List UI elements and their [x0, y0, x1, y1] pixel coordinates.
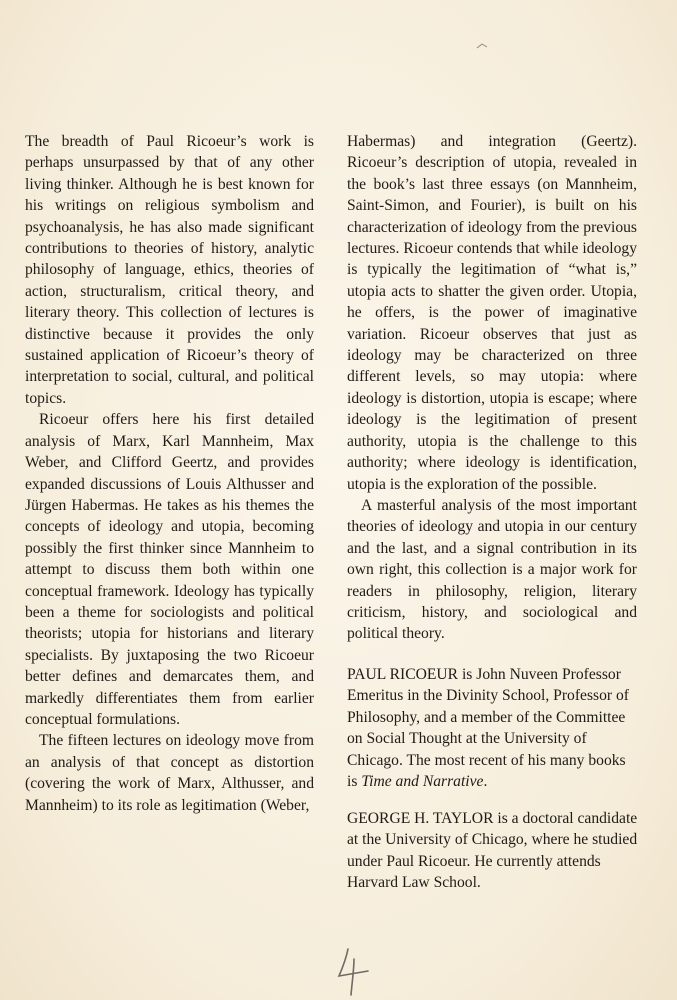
right-column: [347, 131, 637, 645]
author-bio-text: PAUL RICOEUR is John Nuveen Professor Emeritus in the Divinity School, Professor of Philosophy, and a member of the Committee on Social Thought at the University of Chicago. The most recent of his many books is: [347, 666, 629, 791]
pencil-mark: [476, 42, 488, 50]
editor-bio: GEORGE H. TAYLOR is a doctoral candidate at the University of Chicago, where he studied under Paul Ricoeur. He currently attends Harvard Law School.: [347, 810, 638, 892]
paragraph-masterful-analysis: A masterful analysis of the most important theories of ideology and utopia in our century and the last, and a signal contribution in its own right, this collection is a major work for readers in philosophy, religion, literary criticism, history, and sociological and political theory.: [347, 496, 637, 643]
paragraph-fifteen-lectures: The fifteen lectures on ideology move from an analysis of that concept as distortion (covering the work of Marx, Althusser, and Mannheim) to its role as legitimation (Weber,: [25, 732, 314, 814]
left-column: [25, 131, 314, 816]
paragraph-breadth: The breadth of Paul Ricoeur’s work is perhaps unsurpassed by that of any other living thinker. Although he is best known for his writings on religious symbolism and psychoanalysis, he has also made significant contributions to theories of history, analytic philosophy of language, ethics, theories of action, structuralism, critical theory, and literary theory. This collection of lectures is distinctive because it provides the only sustained application of Ricoeur’s theory of interpretation to social, cultural, and political topics.: [25, 133, 314, 407]
paragraph-utopia-description: Habermas) and integration (Geertz). Ricoeur’s description of utopia, revealed in the book’s last three essays (on Mannheim, Saint-Simon, and Fourier), is built on his characterization of ideology from the previous lectures. Ricoeur contends that while ideology is typically the legitimation of “what is,” utopia acts to shatter the given order. Utopia, he offers, is the power of imaginative variation. Ricoeur observes that just as ideology may be characterized on three different levels, so may utopia: where ideology is distortion, utopia is escape; where ideology is the legitimation of present authority, utopia is the challenge to this authority; where ideology is identification, utopia is the exploration of the possible.: [347, 133, 637, 493]
author-bio: [347, 664, 639, 792]
paragraph-ricoeur-offers: Ricoeur offers here his first detailed analysis of Marx, Karl Mannheim, Max Weber, and Clifford Geertz, and provides expanded discussions of Louis Althusser and Jürgen Habermas. He takes as his themes the concepts of ideology and utopia, becoming possibly the first thinker since Mannheim to attempt to discuss them both within one conceptual framework. Ideology has typically been a theme for sociologists and political theorists; utopia for historians and literary specialists. By juxtaposing the two Ricoeur better defines and demarcates them, and markedly differentiates them from earlier conceptual formulations.: [25, 411, 314, 728]
handwritten-page-number: [330, 945, 378, 997]
author-bio-end: .: [483, 773, 488, 791]
book-title: Time and Narrative: [361, 773, 484, 791]
